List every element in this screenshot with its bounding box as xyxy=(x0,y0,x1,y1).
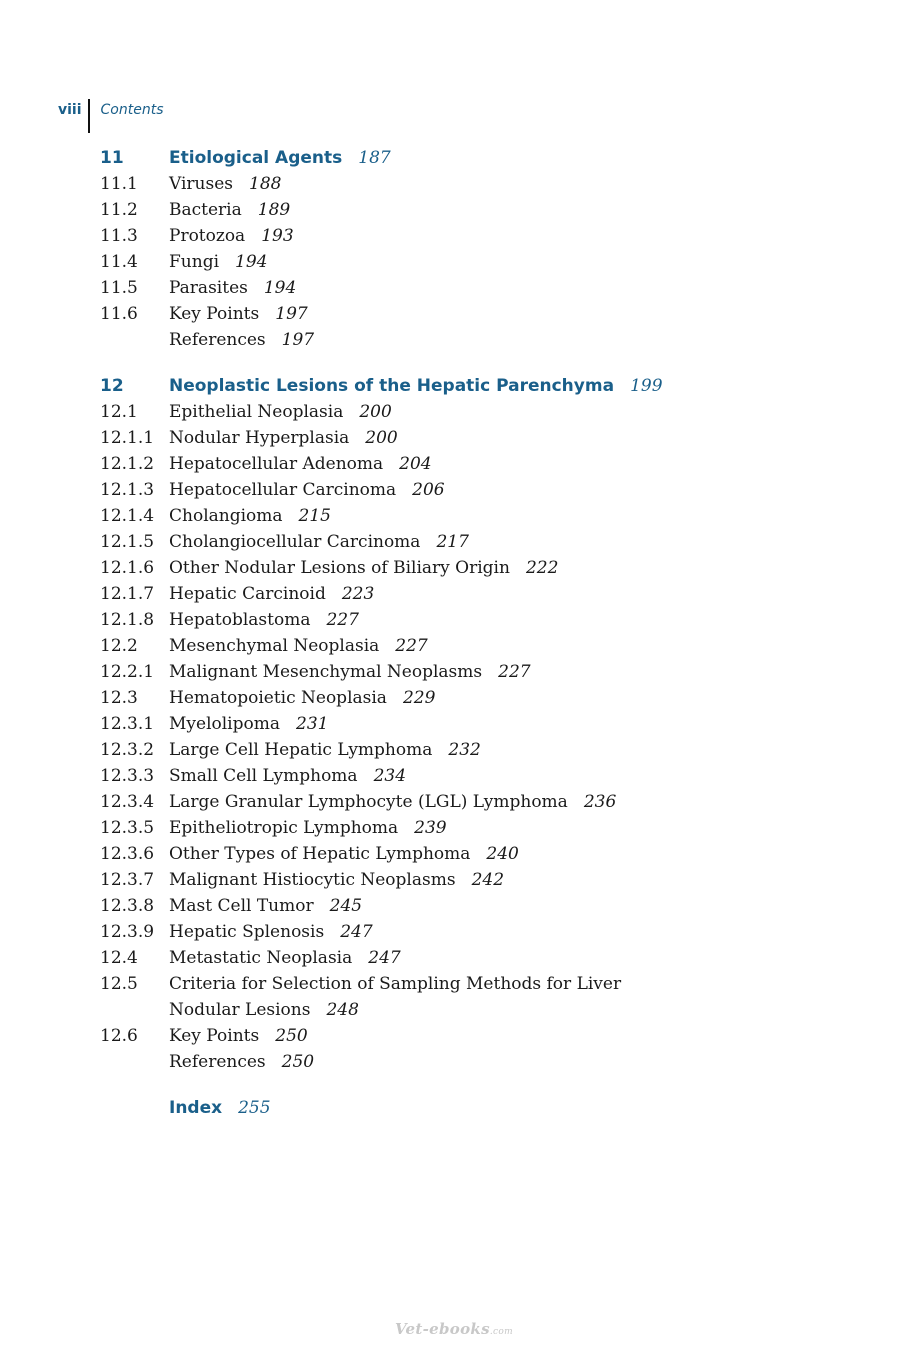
entry-title-cell xyxy=(169,529,689,555)
index-heading xyxy=(100,1095,860,1121)
entry-title-cell xyxy=(169,919,689,945)
toc-entry xyxy=(100,529,860,555)
entry-page-number: 232 xyxy=(448,740,481,760)
entry-title-cell xyxy=(169,249,689,275)
entry-title: Nodular Hyperplasia xyxy=(169,428,350,448)
entry-title: Malignant Histiocytic Neoplasms xyxy=(169,870,456,890)
entry-number: 12.1.2 xyxy=(100,454,155,474)
entry-title-cell xyxy=(169,399,689,425)
entry-title: Cholangiocellular Carcinoma xyxy=(169,532,421,552)
entry-title-cell xyxy=(169,971,689,1023)
entry-page-number: 194 xyxy=(263,278,297,298)
entry-number: 12.1.8 xyxy=(100,610,155,630)
entry-number: 12.2.1 xyxy=(100,662,155,682)
entry-title: Malignant Mesenchymal Neoplasms xyxy=(169,662,483,682)
entry-number: 11.4 xyxy=(100,252,138,272)
toc-entry xyxy=(100,275,860,301)
entry-page-number: 247 xyxy=(340,922,373,942)
toc-entry xyxy=(100,451,860,477)
entry-number: 12.1.3 xyxy=(100,480,155,500)
entry-title-cell xyxy=(169,451,689,477)
entry-number: 12.3.7 xyxy=(100,870,155,890)
entry-number: 11.3 xyxy=(100,226,138,246)
entry-title: Parasites xyxy=(169,278,248,298)
index-number-spacer xyxy=(100,1095,169,1121)
watermark-suffix: .com xyxy=(489,1327,513,1337)
chapter-number: 11 xyxy=(100,148,124,168)
watermark-logo xyxy=(395,1320,513,1338)
entry-number: 12.4 xyxy=(100,948,138,968)
chapter-title: Etiological Agents xyxy=(169,148,343,168)
table-of-contents xyxy=(100,145,860,1121)
toc-entry xyxy=(100,893,860,919)
chapter-title-cell xyxy=(169,373,789,399)
entry-page-number: 242 xyxy=(471,870,505,890)
entry-title: Protozoa xyxy=(169,226,246,246)
toc-entry xyxy=(100,581,860,607)
toc-chapter xyxy=(100,373,860,1075)
toc-entry xyxy=(100,711,860,737)
entry-number: 12.3.8 xyxy=(100,896,155,916)
toc-entry xyxy=(100,659,860,685)
entry-title: Mast Cell Tumor xyxy=(169,896,314,916)
entry-title-cell xyxy=(169,945,689,971)
entry-title-cell xyxy=(169,301,689,327)
entry-number: 12.3.9 xyxy=(100,922,155,942)
toc-entry xyxy=(100,685,860,711)
toc-entry xyxy=(100,867,860,893)
entry-title-cell xyxy=(169,477,689,503)
entry-title: Small Cell Lymphoma xyxy=(169,766,358,786)
page-folio: viii xyxy=(58,99,90,133)
entry-number: 12.3.4 xyxy=(100,792,155,812)
chapter-page-number: 199 xyxy=(630,376,663,396)
entry-page-number: 245 xyxy=(329,896,363,916)
entry-title: Viruses xyxy=(169,174,233,194)
entry-number: 12.3.5 xyxy=(100,818,155,838)
toc-entry xyxy=(100,737,860,763)
entry-number: 12.1.7 xyxy=(100,584,155,604)
entry-page-number: 223 xyxy=(341,584,375,604)
entry-number xyxy=(100,1049,169,1075)
index-page-number: 255 xyxy=(238,1098,271,1118)
entry-title: Bacteria xyxy=(169,200,242,220)
entry-title: Criteria for Selection of Sampling Methods for Liver Nodular Lesions xyxy=(169,974,622,1020)
entry-title-cell xyxy=(169,171,689,197)
chapter-title-cell xyxy=(169,145,789,171)
toc-entry xyxy=(100,919,860,945)
running-head-title: Contents xyxy=(100,102,164,118)
chapter-number: 12 xyxy=(100,376,124,396)
toc-chapter xyxy=(100,145,860,353)
toc-entry xyxy=(100,815,860,841)
entry-title: Fungi xyxy=(169,252,220,272)
entry-title-cell xyxy=(169,841,689,867)
entry-title: Other Nodular Lesions of Biliary Origin xyxy=(169,558,510,578)
entry-title-cell xyxy=(169,1023,689,1049)
entry-page-number: 222 xyxy=(525,558,559,578)
entry-title-cell xyxy=(169,685,689,711)
entry-page-number: 236 xyxy=(583,792,617,812)
entry-title: Hepatocellular Carcinoma xyxy=(169,480,397,500)
toc-entry xyxy=(100,197,860,223)
toc-entry xyxy=(100,945,860,971)
toc-entry xyxy=(100,1049,860,1075)
entry-title-cell xyxy=(169,607,689,633)
entry-title-cell xyxy=(169,1049,689,1075)
entry-title-cell xyxy=(169,223,689,249)
entry-title: Metastatic Neoplasia xyxy=(169,948,353,968)
entry-page-number: 215 xyxy=(298,506,331,526)
entry-number: 12.1.5 xyxy=(100,532,155,552)
entry-title-cell xyxy=(169,815,689,841)
entry-title-cell xyxy=(169,425,689,451)
toc-entry xyxy=(100,399,860,425)
entry-page-number: 250 xyxy=(275,1026,308,1046)
entry-title: Epithelial Neoplasia xyxy=(169,402,344,422)
entry-page-number: 200 xyxy=(359,402,392,422)
entry-title: References xyxy=(169,330,266,350)
entry-title-cell xyxy=(169,633,689,659)
entry-title: Hematopoietic Neoplasia xyxy=(169,688,387,708)
entry-page-number: 204 xyxy=(399,454,432,474)
entry-title: Large Granular Lymphocyte (LGL) Lymphoma xyxy=(169,792,568,812)
toc-entry xyxy=(100,171,860,197)
entry-number: 12.1 xyxy=(100,402,138,422)
toc-entry xyxy=(100,477,860,503)
entry-title-cell xyxy=(169,711,689,737)
entry-title: Hepatoblastoma xyxy=(169,610,311,630)
entry-title-cell xyxy=(169,737,689,763)
chapter-title: Neoplastic Lesions of the Hepatic Parenchyma xyxy=(169,376,615,396)
entry-title-cell xyxy=(169,275,689,301)
entry-page-number: 217 xyxy=(436,532,469,552)
entry-page-number: 234 xyxy=(373,766,407,786)
toc-entry xyxy=(100,841,860,867)
entry-number: 12.1.1 xyxy=(100,428,155,448)
entry-title: Myelolipoma xyxy=(169,714,280,734)
entry-number: 12.3.1 xyxy=(100,714,155,734)
entry-number: 12.3.6 xyxy=(100,844,155,864)
toc-entry xyxy=(100,607,860,633)
entry-title-cell xyxy=(169,867,689,893)
entry-page-number: 194 xyxy=(235,252,268,272)
entry-title: Large Cell Hepatic Lymphoma xyxy=(169,740,433,760)
toc-entry xyxy=(100,503,860,529)
entry-page-number: 193 xyxy=(261,226,294,246)
entry-number: 12.3 xyxy=(100,688,138,708)
entry-title-cell xyxy=(169,763,689,789)
entry-title-cell xyxy=(169,503,689,529)
entry-number: 12.1.6 xyxy=(100,558,155,578)
entry-page-number: 197 xyxy=(281,330,315,350)
chapter-heading xyxy=(100,145,860,171)
toc-entry xyxy=(100,425,860,451)
index-title-cell xyxy=(169,1095,789,1121)
entry-title: Cholangioma xyxy=(169,506,283,526)
entry-number xyxy=(100,327,169,353)
watermark-text: Vet-ebooks xyxy=(395,1320,490,1338)
entry-page-number: 188 xyxy=(249,174,282,194)
entry-number: 12.3.2 xyxy=(100,740,155,760)
toc-entry xyxy=(100,763,860,789)
entry-number: 11.6 xyxy=(100,304,138,324)
toc-entry xyxy=(100,223,860,249)
entry-title: Hepatocellular Adenoma xyxy=(169,454,384,474)
entry-page-number: 206 xyxy=(412,480,445,500)
entry-number: 12.3.3 xyxy=(100,766,155,786)
entry-page-number: 227 xyxy=(395,636,428,656)
entry-page-number: 227 xyxy=(326,610,359,630)
entry-title: Epitheliotropic Lymphoma xyxy=(169,818,399,838)
entry-title: Mesenchymal Neoplasia xyxy=(169,636,380,656)
entry-title: Other Types of Hepatic Lymphoma xyxy=(169,844,471,864)
entry-title: Key Points xyxy=(169,304,260,324)
toc-entry xyxy=(100,789,860,815)
entry-page-number: 239 xyxy=(414,818,447,838)
toc-entry xyxy=(100,249,860,275)
entry-number: 12.6 xyxy=(100,1026,138,1046)
entry-number: 11.2 xyxy=(100,200,138,220)
entry-title-cell xyxy=(169,327,689,353)
entry-page-number: 227 xyxy=(498,662,531,682)
toc-entry xyxy=(100,971,860,1023)
entry-title: References xyxy=(169,1052,266,1072)
entry-page-number: 250 xyxy=(281,1052,315,1072)
running-head xyxy=(58,99,164,133)
entry-page-number: 247 xyxy=(368,948,401,968)
entry-number: 12.1.4 xyxy=(100,506,155,526)
entry-page-number: 248 xyxy=(326,1000,359,1020)
entry-number: 11.5 xyxy=(100,278,138,298)
entry-number: 12.5 xyxy=(100,974,138,994)
toc-entry xyxy=(100,555,860,581)
entry-title-cell xyxy=(169,581,689,607)
entry-page-number: 189 xyxy=(257,200,291,220)
entry-page-number: 231 xyxy=(296,714,329,734)
chapter-heading xyxy=(100,373,860,399)
toc-entry xyxy=(100,327,860,353)
entry-title: Hepatic Carcinoid xyxy=(169,584,326,604)
entry-title-cell xyxy=(169,893,689,919)
entry-title-cell xyxy=(169,197,689,223)
toc-entry xyxy=(100,1023,860,1049)
entry-title-cell xyxy=(169,659,689,685)
entry-title: Key Points xyxy=(169,1026,260,1046)
entry-page-number: 200 xyxy=(365,428,398,448)
toc-entry xyxy=(100,301,860,327)
entry-number: 12.2 xyxy=(100,636,138,656)
entry-page-number: 240 xyxy=(486,844,519,864)
entry-title: Hepatic Splenosis xyxy=(169,922,325,942)
entry-number: 11.1 xyxy=(100,174,138,194)
entry-page-number: 229 xyxy=(402,688,436,708)
entry-title-cell xyxy=(169,555,689,581)
index-title: Index xyxy=(169,1098,223,1118)
entry-page-number: 197 xyxy=(275,304,308,324)
chapter-page-number: 187 xyxy=(358,148,391,168)
toc-entry xyxy=(100,633,860,659)
entry-title-cell xyxy=(169,789,689,815)
